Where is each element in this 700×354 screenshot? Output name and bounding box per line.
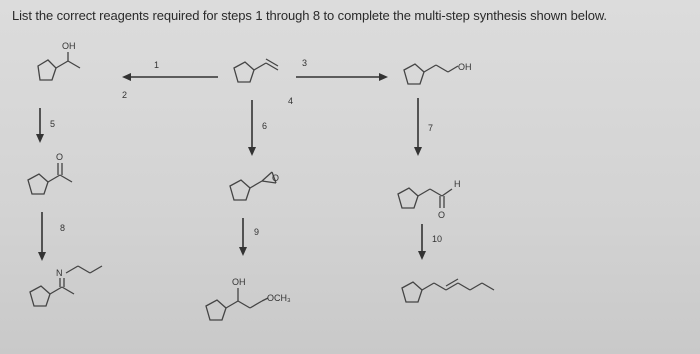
atom-o-aldehyde: O [438, 210, 446, 220]
step-label-5: 5 [50, 119, 56, 129]
arrow-step-10 [418, 224, 426, 260]
atom-oh-bottom: OH [232, 277, 246, 287]
atom-oh-top-right: OH [458, 62, 472, 72]
step-label-8: 8 [60, 223, 66, 233]
atom-n-imine: N [56, 268, 63, 278]
molecule-alkene [402, 279, 494, 302]
molecule-cyclopentylethanol [404, 64, 458, 84]
step-label-6: 6 [262, 121, 268, 131]
atom-och3: OCH₃ [267, 293, 291, 303]
arrow-step-5 [36, 108, 44, 143]
step-label-10: 10 [432, 234, 443, 244]
arrow-step-7 [414, 98, 422, 156]
step-label-4: 4 [288, 96, 294, 106]
molecule-cyclopentylacetaldehyde [398, 188, 452, 208]
molecule-hydroxy-ester [206, 288, 268, 320]
molecule-acetylcyclopentane [28, 163, 72, 194]
arrow-step-9 [239, 218, 247, 256]
atom-h-aldehyde: H [454, 179, 461, 189]
arrow-step-8 [38, 212, 46, 261]
molecule-cyclopentyl-ethanol [38, 52, 80, 80]
atom-o-epoxide: O [272, 173, 280, 183]
atom-oh-top-left: OH [62, 41, 76, 51]
step-label-1: 1 [154, 60, 160, 70]
molecule-vinylcyclopentane [234, 59, 278, 82]
arrow-step-3-4 [296, 73, 388, 81]
arrow-step-6 [248, 100, 256, 156]
step-label-2: 2 [122, 90, 128, 100]
step-label-9: 9 [254, 227, 260, 237]
question-text: List the correct reagents required for steps 1 through 8 to complete the multi-step synthesis shown below. [12, 8, 607, 23]
arrow-step-1-2 [122, 73, 218, 81]
atom-o-ketone-left: O [56, 152, 64, 162]
molecule-cyclopentyl-epoxide [230, 172, 276, 200]
step-label-7: 7 [428, 123, 434, 133]
step-label-3: 3 [302, 58, 308, 68]
molecule-imine [30, 266, 102, 306]
